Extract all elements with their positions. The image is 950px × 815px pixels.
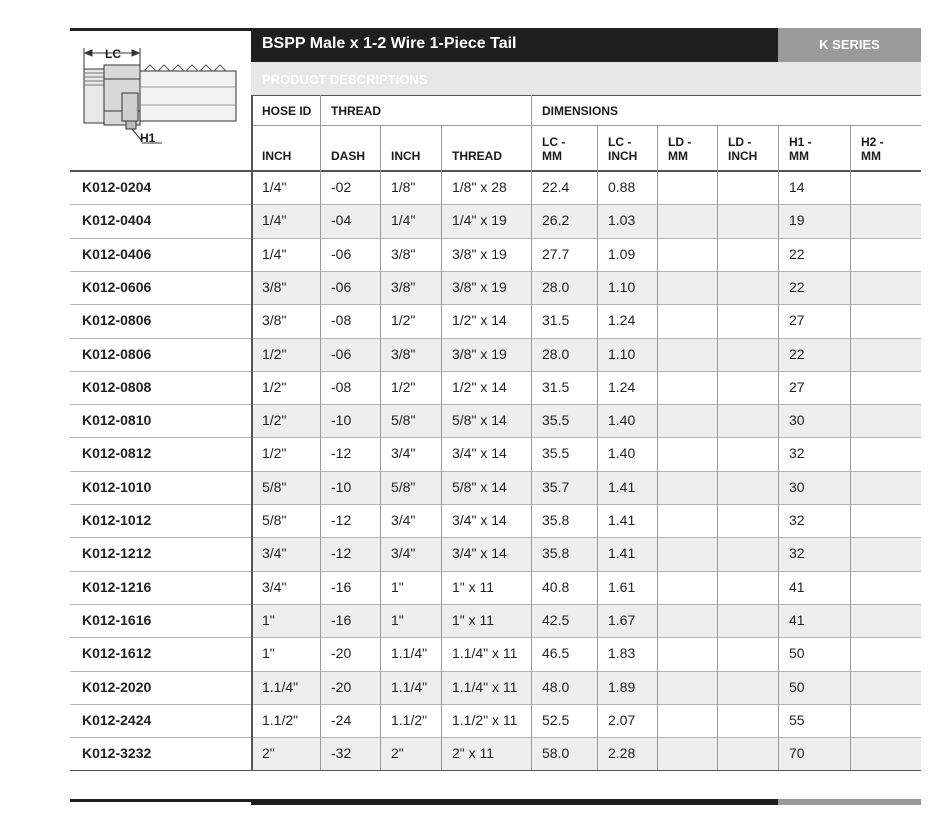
table-cell: -20 — [331, 678, 352, 695]
column-header: LC - INCH — [608, 135, 638, 163]
table-cell: 1/4" — [262, 245, 287, 262]
table-cell: 31.5 — [542, 378, 570, 395]
part-number: K012-0812 — [82, 445, 152, 462]
table-cell: -06 — [331, 278, 352, 295]
table-cell: 30 — [789, 478, 805, 495]
row-shading — [251, 338, 921, 371]
table-cell: 3/4" x 14 — [452, 512, 507, 528]
table-cell: 5/8" — [262, 478, 287, 495]
table-cell: 1.1/4" — [391, 678, 428, 695]
column-rule — [251, 95, 253, 770]
table-cell: 1.24 — [608, 378, 636, 395]
table-cell: 0.88 — [608, 179, 636, 195]
table-cell: -06 — [331, 345, 352, 362]
table-cell: 32 — [789, 512, 805, 528]
table-cell: 46.5 — [542, 645, 570, 662]
table-cell: 22 — [789, 345, 805, 362]
table-cell: 5/8" x 14 — [452, 478, 507, 495]
table-cell: -12 — [331, 512, 352, 528]
row-rule — [70, 404, 921, 405]
table-cell: 1.41 — [608, 512, 636, 528]
group-header: HOSE ID — [262, 104, 312, 118]
group-header: THREAD — [331, 104, 381, 118]
table-cell: 35.5 — [542, 445, 570, 462]
table-cell: -08 — [331, 312, 352, 329]
table-cell: 35.8 — [542, 545, 570, 562]
table-cell: -02 — [331, 179, 352, 195]
section-title: PRODUCT DESCRIPTIONS — [262, 72, 428, 87]
part-number: K012-1212 — [82, 545, 152, 562]
part-number: K012-0404 — [82, 212, 152, 229]
row-rule — [70, 437, 921, 438]
column-rule — [717, 125, 718, 770]
table-cell: 1.10 — [608, 345, 636, 362]
table-cell: 1.41 — [608, 478, 636, 495]
table-cell: -12 — [331, 545, 352, 562]
row-rule — [70, 371, 921, 372]
table-cell: 41 — [789, 578, 805, 595]
table-cell: 3/4" — [391, 545, 416, 562]
table-cell: 1/2" — [262, 445, 287, 462]
table-cell: 5/8" — [262, 512, 287, 528]
part-number: K012-0806 — [82, 345, 152, 362]
row-rule — [70, 471, 921, 472]
group-header: DIMENSIONS — [542, 104, 619, 118]
table-cell: 1.41 — [608, 545, 636, 562]
table-cell: 26.2 — [542, 212, 570, 229]
table-cell: 1.09 — [608, 245, 636, 262]
table-cell: 3/8" — [391, 278, 416, 295]
part-number: K012-0606 — [82, 278, 152, 295]
h1-dimension-label: H1 — [140, 131, 156, 145]
table-cell: 3/4" — [262, 578, 287, 595]
table-cell: 1.1/4" x 11 — [452, 645, 518, 662]
table-cell: 31.5 — [542, 312, 570, 329]
table-cell: 1.40 — [608, 412, 636, 429]
table-cell: 1/8" — [391, 179, 416, 195]
table-cell: 1/2" — [391, 378, 416, 395]
row-rule — [70, 204, 921, 205]
part-number: K012-2020 — [82, 678, 152, 695]
table-cell: 2.07 — [608, 711, 636, 728]
part-number: K012-1612 — [82, 645, 152, 662]
table-cell: 2" — [391, 745, 404, 762]
table-cell: 30 — [789, 412, 805, 429]
table-cell: 40.8 — [542, 578, 570, 595]
table-cell: 35.8 — [542, 512, 570, 528]
row-shading — [251, 404, 921, 437]
row-rule — [70, 271, 921, 272]
header-rule — [251, 125, 921, 126]
row-rule — [70, 338, 921, 339]
column-rule — [320, 95, 321, 770]
column-header: THREAD — [452, 149, 502, 163]
table-cell: -08 — [331, 378, 352, 395]
column-rule — [657, 125, 658, 770]
table-cell: 42.5 — [542, 611, 570, 628]
table-cell: 35.5 — [542, 412, 570, 429]
table-cell: 1.1/2" x 11 — [452, 711, 518, 728]
series-label: K SERIES — [819, 37, 880, 52]
table-cell: 1/4" — [262, 179, 287, 195]
table-cell: 52.5 — [542, 711, 570, 728]
table-cell: 3/4" — [391, 445, 416, 462]
row-rule — [70, 304, 921, 305]
table-cell: 5/8" — [391, 478, 416, 495]
table-cell: -32 — [331, 745, 352, 762]
column-header: LD - MM — [668, 135, 692, 163]
column-rule — [850, 125, 851, 770]
column-rule — [531, 95, 532, 770]
table-cell: 22 — [789, 278, 805, 295]
table-cell: 32 — [789, 445, 805, 462]
table-cell: 55 — [789, 711, 805, 728]
header-rule — [70, 170, 921, 172]
bottom-rule-left — [70, 799, 251, 802]
table-cell: 50 — [789, 645, 805, 662]
table-cell: 22.4 — [542, 179, 570, 195]
table-cell: 1/4" — [391, 212, 416, 229]
table-cell: 1" x 11 — [452, 611, 495, 628]
row-shading — [251, 471, 921, 504]
table-cell: 1" — [391, 578, 404, 595]
table-cell: 3/4" x 14 — [452, 445, 507, 462]
table-cell: 1.83 — [608, 645, 636, 662]
table-cell: 32 — [789, 545, 805, 562]
table-cell: 14 — [789, 179, 805, 195]
table-cell: 3/8" — [391, 245, 416, 262]
column-rule — [441, 125, 442, 770]
table-cell: 5/8" — [391, 412, 416, 429]
part-number: K012-1010 — [82, 478, 152, 495]
table-cell: -16 — [331, 611, 352, 628]
table-cell: 41 — [789, 611, 805, 628]
column-rule — [778, 125, 779, 770]
table-cell: 1/8" x 28 — [452, 179, 507, 195]
column-header: INCH — [391, 149, 421, 163]
table-cell: 48.0 — [542, 678, 570, 695]
table-cell: -16 — [331, 578, 352, 595]
table-cell: 1/2" — [262, 412, 287, 429]
table-cell: -10 — [331, 478, 352, 495]
table-cell: 3/8" x 19 — [452, 245, 507, 262]
table-cell: 27 — [789, 378, 805, 395]
part-number: K012-0806 — [82, 312, 152, 329]
row-rule — [70, 238, 921, 239]
row-shading — [251, 271, 921, 304]
column-header: LD - INCH — [728, 135, 758, 163]
table-cell: 27.7 — [542, 245, 570, 262]
column-header: H1 - MM — [789, 135, 812, 163]
table-cell: 1/2" x 14 — [452, 378, 507, 395]
table-cell: -10 — [331, 412, 352, 429]
table-cell: 3/4" — [391, 512, 416, 528]
row-rule — [70, 704, 921, 705]
table-cell: 2" — [262, 745, 275, 762]
row-shading — [251, 737, 921, 770]
row-rule — [70, 770, 921, 771]
row-shading — [251, 537, 921, 570]
table-cell: -06 — [331, 245, 352, 262]
table-cell: 1/4" — [262, 212, 287, 229]
table-cell: -24 — [331, 711, 352, 728]
table-cell: 5/8" x 14 — [452, 412, 507, 429]
row-shading — [251, 671, 921, 704]
table-cell: 3/8" — [391, 345, 416, 362]
column-header: H2 - MM — [861, 135, 884, 163]
table-cell: 19 — [789, 212, 805, 229]
table-cell: 1.24 — [608, 312, 636, 329]
table-cell: 2" x 11 — [452, 745, 495, 762]
bottom-rule-right — [778, 799, 921, 805]
table-cell: 3/8" x 19 — [452, 345, 507, 362]
table-cell: 1.10 — [608, 278, 636, 295]
row-rule — [70, 504, 921, 505]
table-cell: 1.1/2" — [262, 711, 299, 728]
table-cell: 1.1/4" — [391, 645, 428, 662]
page-title: BSPP Male x 1-2 Wire 1-Piece Tail — [262, 35, 517, 52]
part-number: K012-3232 — [82, 745, 152, 762]
table-cell: 1.67 — [608, 611, 636, 628]
part-number: K012-1012 — [82, 512, 152, 528]
row-rule — [70, 737, 921, 738]
row-rule — [70, 604, 921, 605]
table-cell: 28.0 — [542, 278, 570, 295]
table-cell: 1" — [262, 645, 275, 662]
column-rule — [380, 125, 381, 770]
table-cell: 70 — [789, 745, 805, 762]
column-header: LC - MM — [542, 135, 566, 163]
table-cell: 22 — [789, 245, 805, 262]
part-number: K012-1216 — [82, 578, 152, 595]
part-number: K012-1616 — [82, 611, 152, 628]
table-cell: 1/4" x 19 — [452, 212, 507, 229]
column-header: INCH — [262, 149, 292, 163]
table-cell: 3/8" — [262, 312, 287, 329]
table-cell: 1.40 — [608, 445, 636, 462]
part-number: K012-2424 — [82, 711, 152, 728]
table-cell: 1.89 — [608, 678, 636, 695]
table-cell: 1.61 — [608, 578, 636, 595]
bottom-rule-mid — [251, 799, 778, 805]
fitting-diagram — [70, 31, 251, 170]
row-rule — [70, 571, 921, 572]
header-rule — [251, 95, 921, 96]
table-cell: 1" — [391, 611, 404, 628]
table-cell: -04 — [331, 212, 352, 229]
row-rule — [70, 537, 921, 538]
table-cell: 2.28 — [608, 745, 636, 762]
row-rule — [70, 671, 921, 672]
table-cell: 1.1/4" — [262, 678, 299, 695]
table-cell: 3/8" — [262, 278, 287, 295]
column-rule — [597, 125, 598, 770]
table-cell: 35.7 — [542, 478, 570, 495]
table-cell: 1.1/2" — [391, 711, 428, 728]
table-cell: -12 — [331, 445, 352, 462]
table-cell: 1/2" x 14 — [452, 312, 507, 329]
table-cell: 1" x 11 — [452, 578, 495, 595]
table-cell: 1.03 — [608, 212, 636, 229]
table-cell: 1" — [262, 611, 275, 628]
table-cell: 27 — [789, 312, 805, 329]
part-number: K012-0808 — [82, 378, 152, 395]
part-number: K012-0406 — [82, 245, 152, 262]
table-cell: 3/8" x 19 — [452, 278, 507, 295]
table-cell: 1/2" — [391, 312, 416, 329]
column-header: DASH — [331, 149, 366, 163]
table-cell: 1/2" — [262, 378, 287, 395]
row-shading — [251, 604, 921, 637]
table-cell: 58.0 — [542, 745, 570, 762]
table-cell: 3/4" — [262, 545, 287, 562]
table-cell: 50 — [789, 678, 805, 695]
part-number: K012-0204 — [82, 179, 152, 195]
table-cell: 1/2" — [262, 345, 287, 362]
table-cell: 3/4" x 14 — [452, 545, 507, 562]
lc-dimension-label: LC — [105, 47, 121, 61]
part-number: K012-0810 — [82, 412, 152, 429]
table-cell: 28.0 — [542, 345, 570, 362]
row-rule — [70, 637, 921, 638]
table-cell: -20 — [331, 645, 352, 662]
table-cell: 1.1/4" x 11 — [452, 678, 518, 695]
row-shading — [251, 204, 921, 237]
